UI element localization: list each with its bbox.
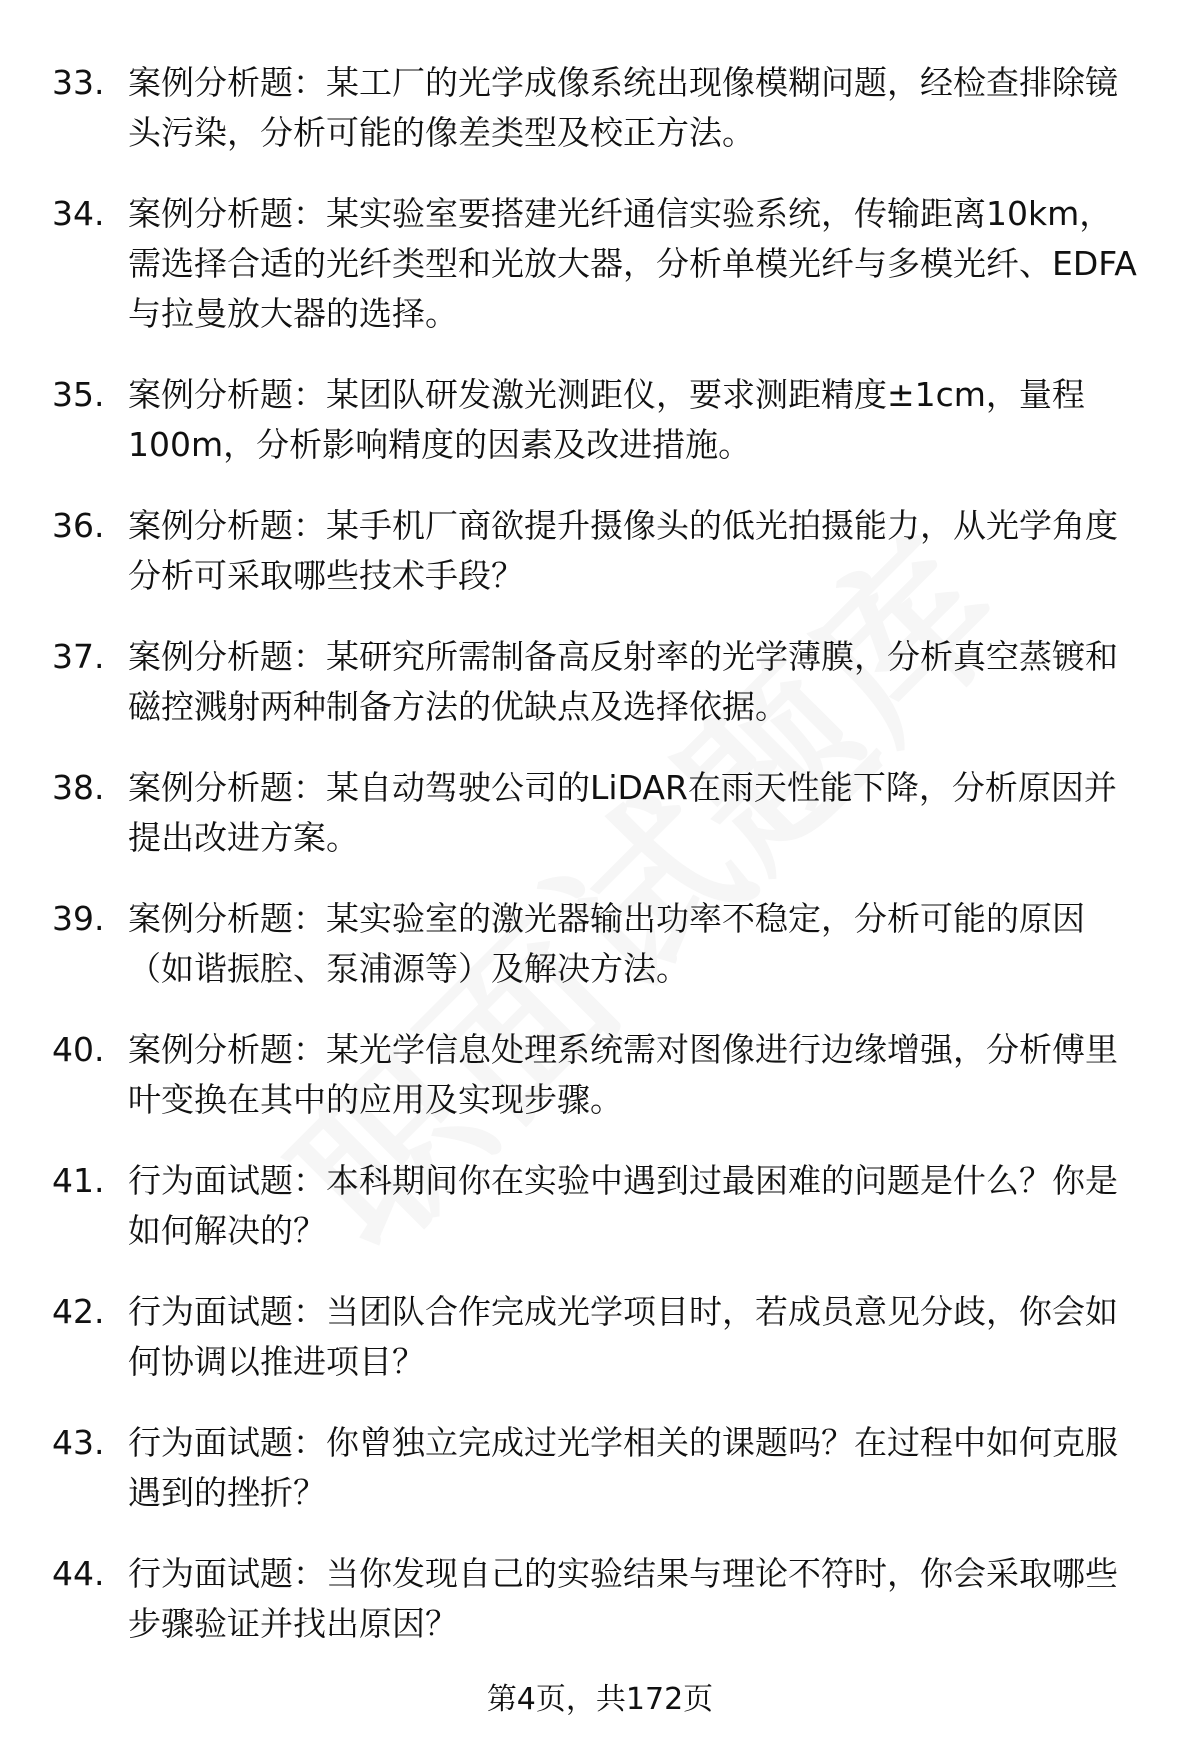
question-text: 行为面试题：本科期间你在实验中遇到过最困难的问题是什么？你是如何解决的？	[128, 1161, 1118, 1250]
question-text: 案例分析题：某光学信息处理系统需对图像进行边缘增强，分析傅里叶变换在其中的应用及实现步骤。	[128, 1030, 1118, 1119]
question-text: 行为面试题：当团队合作完成光学项目时，若成员意见分歧，你会如何协调以推进项目？	[128, 1292, 1118, 1381]
question-item-38	[0, 763, 1200, 863]
question-item-40	[0, 1025, 1200, 1125]
question-number: 38.	[52, 768, 105, 807]
question-item-36	[0, 501, 1200, 601]
question-number: 44.	[52, 1554, 105, 1593]
question-text: 案例分析题：某研究所需制备高反射率的光学薄膜，分析真空蒸镀和磁控溅射两种制备方法的优缺点及选择依据。	[128, 637, 1118, 726]
question-text: 案例分析题：某工厂的光学成像系统出现像模糊问题，经检查排除镜头污染，分析可能的像差类型及校正方法。	[128, 63, 1118, 152]
question-number: 41.	[52, 1161, 105, 1200]
question-text: 行为面试题：当你发现自己的实验结果与理论不符时，你会采取哪些步骤验证并找出原因？	[128, 1554, 1118, 1643]
question-number: 42.	[52, 1292, 105, 1331]
question-number: 33.	[52, 63, 105, 102]
question-item-35	[0, 370, 1200, 470]
question-number: 34.	[52, 194, 105, 233]
question-text: 案例分析题：某实验室要搭建光纤通信实验系统，传输距离10km，需选择合适的光纤类型和光放大器，分析单模光纤与多模光纤、EDFA与拉曼放大器的选择。	[128, 194, 1137, 333]
question-item-44	[0, 1549, 1200, 1649]
question-number: 37.	[52, 637, 105, 676]
question-text: 案例分析题：某自动驾驶公司的LiDAR在雨天性能下降，分析原因并提出改进方案。	[128, 768, 1117, 857]
question-item-33	[0, 58, 1200, 158]
question-number: 40.	[52, 1030, 105, 1069]
question-number: 36.	[52, 506, 105, 545]
question-number: 39.	[52, 899, 105, 938]
question-item-43	[0, 1418, 1200, 1518]
question-number: 35.	[52, 375, 105, 414]
question-text: 行为面试题：你曾独立完成过光学相关的课题吗？在过程中如何克服遇到的挫折？	[128, 1423, 1118, 1512]
question-item-34	[0, 189, 1200, 339]
question-text: 案例分析题：某实验室的激光器输出功率不稳定，分析可能的原因（如谐振腔、泵浦源等）及解决方法。	[128, 899, 1085, 988]
question-item-41	[0, 1156, 1200, 1256]
question-number: 43.	[52, 1423, 105, 1462]
page-footer	[0, 1680, 1200, 1720]
question-list	[0, 58, 1200, 1680]
question-item-39	[0, 894, 1200, 994]
question-text: 案例分析题：某手机厂商欲提升摄像头的低光拍摄能力，从光学角度分析可采取哪些技术手段？	[128, 506, 1118, 595]
question-item-42	[0, 1287, 1200, 1387]
page-number-label: 第4页，共172页	[486, 1682, 714, 1717]
question-text: 案例分析题：某团队研发激光测距仪，要求测距精度±1cm，量程100m，分析影响精度的因素及改进措施。	[128, 375, 1085, 464]
question-item-37	[0, 632, 1200, 732]
